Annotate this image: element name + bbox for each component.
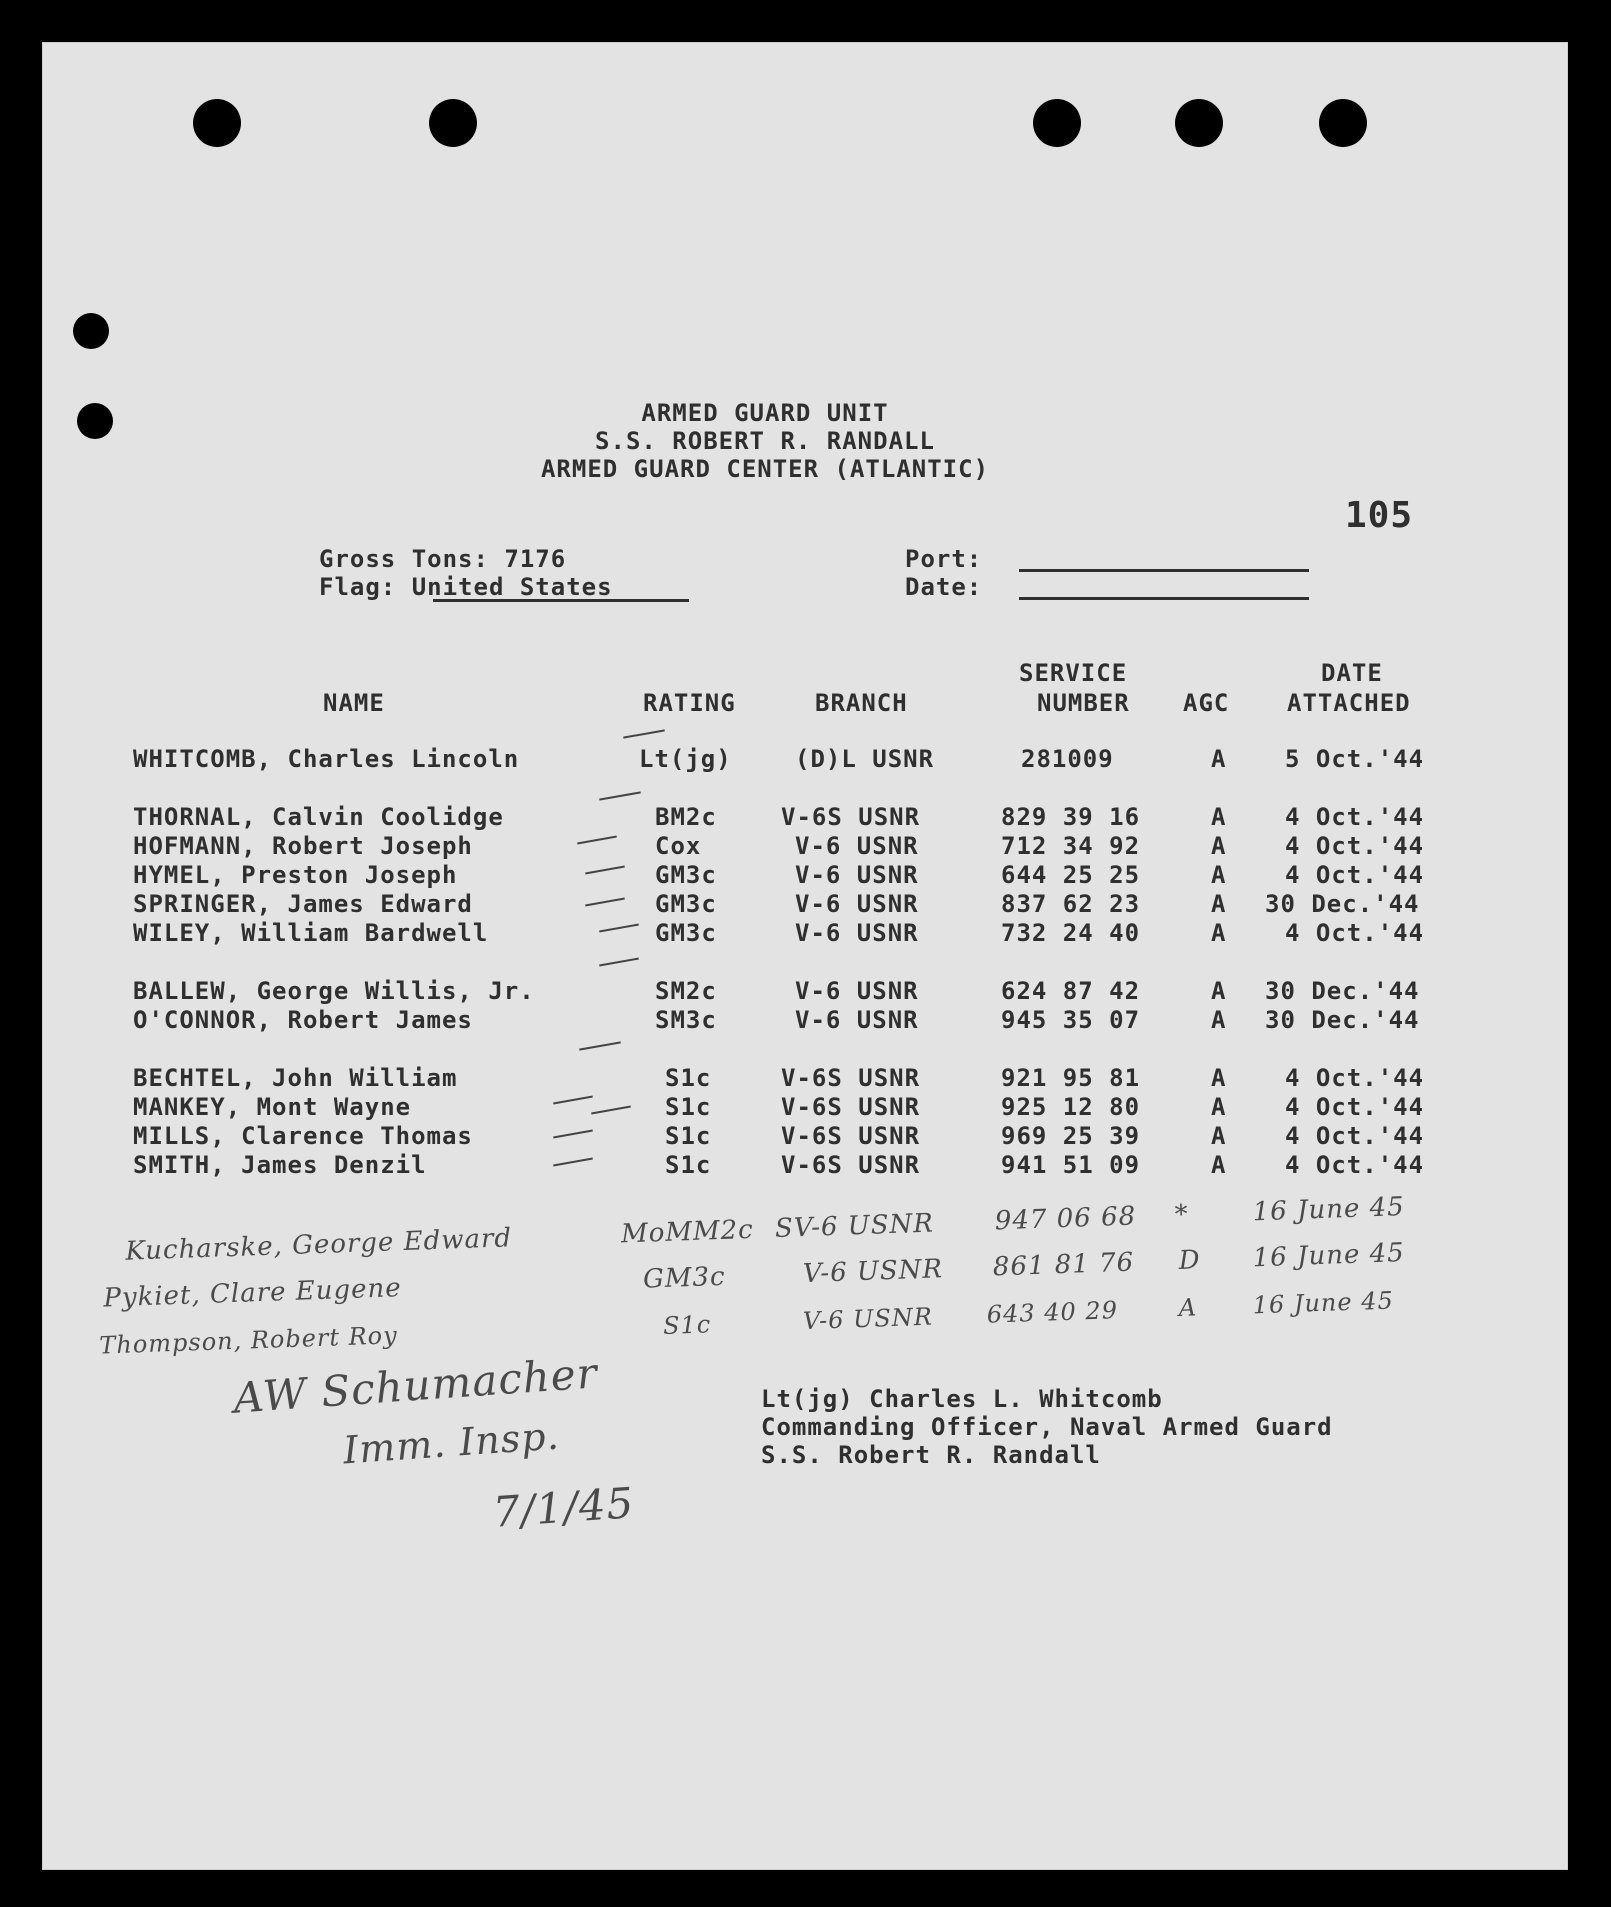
crew-rating: S1c xyxy=(665,1064,712,1092)
crew-date: 5 Oct.'44 xyxy=(1285,745,1425,773)
crew-branch: V-6 USNR xyxy=(795,890,919,918)
crew-branch: V-6 USNR xyxy=(795,977,919,1005)
crew-date: 4 Oct.'44 xyxy=(1285,1122,1425,1150)
crew-agc: A xyxy=(1211,977,1227,1005)
crew-rating: Cox xyxy=(655,832,702,860)
crew-name: HYMEL, Preston Joseph xyxy=(133,861,458,889)
inspector-signature: AW Schumacher xyxy=(231,1348,600,1423)
crew-agc: * xyxy=(1174,1199,1190,1231)
crew-number: 644 25 25 xyxy=(1001,861,1141,889)
crew-number: 643 40 29 xyxy=(986,1296,1119,1329)
col-branch: BRANCH xyxy=(815,689,908,717)
crew-branch: V-6 USNR xyxy=(795,1006,919,1034)
crew-branch: V-6S USNR xyxy=(781,1151,921,1179)
crew-rating: S1c xyxy=(665,1093,712,1121)
signature-name: Lt(jg) Charles L. Whitcomb xyxy=(761,1385,1163,1413)
crew-date: 4 Oct.'44 xyxy=(1285,1151,1425,1179)
col-rating: RATING xyxy=(643,689,736,717)
crew-agc: A xyxy=(1178,1293,1198,1322)
crew-branch: V-6 USNR xyxy=(795,832,919,860)
crew-rating: SM2c xyxy=(655,977,717,1005)
crew-agc: A xyxy=(1211,1006,1227,1034)
crew-number: 837 62 23 xyxy=(1001,890,1141,918)
crew-agc: A xyxy=(1211,1151,1227,1179)
col-date-2: ATTACHED xyxy=(1287,689,1411,717)
header-center: ARMED GUARD CENTER (ATLANTIC) xyxy=(540,455,990,483)
crew-name: HOFMANN, Robert Joseph xyxy=(133,832,473,860)
signature-title: Commanding Officer, Naval Armed Guard xyxy=(761,1413,1333,1441)
crew-name: Pykiet, Clare Eugene xyxy=(102,1273,403,1314)
crew-date: 30 Dec.'44 xyxy=(1265,890,1420,918)
crew-agc: D xyxy=(1178,1245,1202,1276)
col-service-2: NUMBER xyxy=(1037,689,1130,717)
flag: Flag: United States xyxy=(319,573,613,601)
crew-name: MANKEY, Mont Wayne xyxy=(133,1093,412,1121)
gross-tons: Gross Tons: 7176 xyxy=(319,545,567,573)
crew-rating: Lt(jg) xyxy=(639,745,732,773)
crew-date: 4 Oct.'44 xyxy=(1285,919,1425,947)
inspector-title: Imm. Insp. xyxy=(341,1413,561,1473)
crew-number: 969 25 39 xyxy=(1001,1122,1141,1150)
crew-branch: SV-6 USNR xyxy=(774,1208,935,1245)
crew-name: SMITH, James Denzil xyxy=(133,1151,427,1179)
crew-number: 921 95 81 xyxy=(1001,1064,1141,1092)
crew-row xyxy=(43,1122,1567,1152)
crew-agc: A xyxy=(1211,1064,1227,1092)
crew-row xyxy=(43,1151,1567,1181)
crew-row xyxy=(43,832,1567,862)
crew-agc: A xyxy=(1211,1122,1227,1150)
crew-branch: V-6S USNR xyxy=(781,1064,921,1092)
punch-hole xyxy=(73,313,109,349)
crew-number: 281009 xyxy=(1021,745,1114,773)
crew-number: 941 51 09 xyxy=(1001,1151,1141,1179)
crew-row xyxy=(43,745,1567,775)
inspector-date: 7/1/45 xyxy=(491,1478,636,1537)
punch-hole xyxy=(1033,99,1081,147)
date-label: Date: xyxy=(905,573,983,601)
crew-branch: (D)L USNR xyxy=(795,745,935,773)
crew-number: 945 35 07 xyxy=(1001,1006,1141,1034)
crew-date: 16 June 45 xyxy=(1252,1286,1395,1320)
crew-rating: GM3c xyxy=(642,1261,727,1295)
crew-branch: V-6 USNR xyxy=(802,1302,934,1336)
crew-rating: GM3c xyxy=(655,890,717,918)
crew-branch: V-6 USNR xyxy=(795,861,919,889)
col-agc: AGC xyxy=(1183,689,1230,717)
crew-rating: S1c xyxy=(665,1151,712,1179)
crew-name: BALLEW, George Willis, Jr. xyxy=(133,977,535,1005)
crew-rating: S1c xyxy=(665,1122,712,1150)
crew-number: 829 39 16 xyxy=(1001,803,1141,831)
crew-agc: A xyxy=(1211,832,1227,860)
crew-date: 4 Oct.'44 xyxy=(1285,861,1425,889)
col-name: NAME xyxy=(323,689,385,717)
crew-number: 624 87 42 xyxy=(1001,977,1141,1005)
crew-number: 712 34 92 xyxy=(1001,832,1141,860)
col-service-1: SERVICE xyxy=(1019,659,1128,687)
crew-agc: A xyxy=(1211,1093,1227,1121)
crew-branch: V-6S USNR xyxy=(781,803,921,831)
col-date-1: DATE xyxy=(1321,659,1383,687)
crew-name: O'CONNOR, Robert James xyxy=(133,1006,473,1034)
crew-rating: GM3c xyxy=(655,919,717,947)
crew-agc: A xyxy=(1211,745,1227,773)
crew-name: SPRINGER, James Edward xyxy=(133,890,473,918)
crew-branch: V-6 USNR xyxy=(802,1254,944,1290)
header-ship: S.S. ROBERT R. RANDALL xyxy=(595,427,935,455)
crew-name: MILLS, Clarence Thomas xyxy=(133,1122,473,1150)
crew-row xyxy=(43,1064,1567,1094)
crew-date: 4 Oct.'44 xyxy=(1285,832,1425,860)
crew-agc: A xyxy=(1211,803,1227,831)
crew-date: 30 Dec.'44 xyxy=(1265,1006,1420,1034)
crew-row xyxy=(43,861,1567,891)
signature-ship: S.S. Robert R. Randall xyxy=(761,1441,1101,1469)
crew-date: 16 June 45 xyxy=(1252,1192,1406,1228)
header-unit: ARMED GUARD UNIT xyxy=(641,399,889,427)
document-page xyxy=(42,42,1568,1870)
crew-date: 16 June 45 xyxy=(1252,1238,1406,1274)
crew-agc: A xyxy=(1211,919,1227,947)
port-blank-line xyxy=(1019,569,1309,572)
crew-name: WILEY, William Bardwell xyxy=(133,919,489,947)
crew-date: 4 Oct.'44 xyxy=(1285,1064,1425,1092)
crew-branch: V-6 USNR xyxy=(795,919,919,947)
crew-row xyxy=(43,977,1567,1007)
crew-agc: A xyxy=(1211,861,1227,889)
crew-row xyxy=(43,919,1567,949)
crew-name: WHITCOMB, Charles Lincoln xyxy=(133,745,520,773)
punch-hole xyxy=(1319,99,1367,147)
crew-rating: BM2c xyxy=(655,803,717,831)
crew-name: THORNAL, Calvin Coolidge xyxy=(133,803,504,831)
crew-number: 947 06 68 xyxy=(994,1201,1137,1237)
crew-date: 4 Oct.'44 xyxy=(1285,803,1425,831)
crew-branch: V-6S USNR xyxy=(781,1122,921,1150)
crew-agc: A xyxy=(1211,890,1227,918)
crew-rating: SM3c xyxy=(655,1006,717,1034)
crew-number: 925 12 80 xyxy=(1001,1093,1141,1121)
port-label: Port: xyxy=(905,545,983,573)
crew-rating: S1c xyxy=(662,1310,712,1340)
punch-hole xyxy=(1175,99,1223,147)
crew-date: 30 Dec.'44 xyxy=(1265,977,1420,1005)
crew-row xyxy=(43,1006,1567,1036)
crew-name: Kucharske, George Edward xyxy=(124,1223,513,1267)
crew-rating: MoMM2c xyxy=(620,1214,755,1250)
crew-rating: GM3c xyxy=(655,861,717,889)
crew-row xyxy=(43,1093,1567,1123)
date-blank-line xyxy=(1019,597,1309,600)
crew-name: BECHTEL, John William xyxy=(133,1064,458,1092)
crew-number: 732 24 40 xyxy=(1001,919,1141,947)
page-number: 105 xyxy=(1345,495,1414,536)
crew-row xyxy=(43,890,1567,920)
punch-hole xyxy=(429,99,477,147)
crew-branch: V-6S USNR xyxy=(781,1093,921,1121)
punch-hole xyxy=(193,99,241,147)
crew-date: 4 Oct.'44 xyxy=(1285,1093,1425,1121)
crew-row xyxy=(43,803,1567,833)
crew-number: 861 81 76 xyxy=(992,1247,1135,1283)
crew-name: Thompson, Robert Roy xyxy=(98,1321,399,1360)
